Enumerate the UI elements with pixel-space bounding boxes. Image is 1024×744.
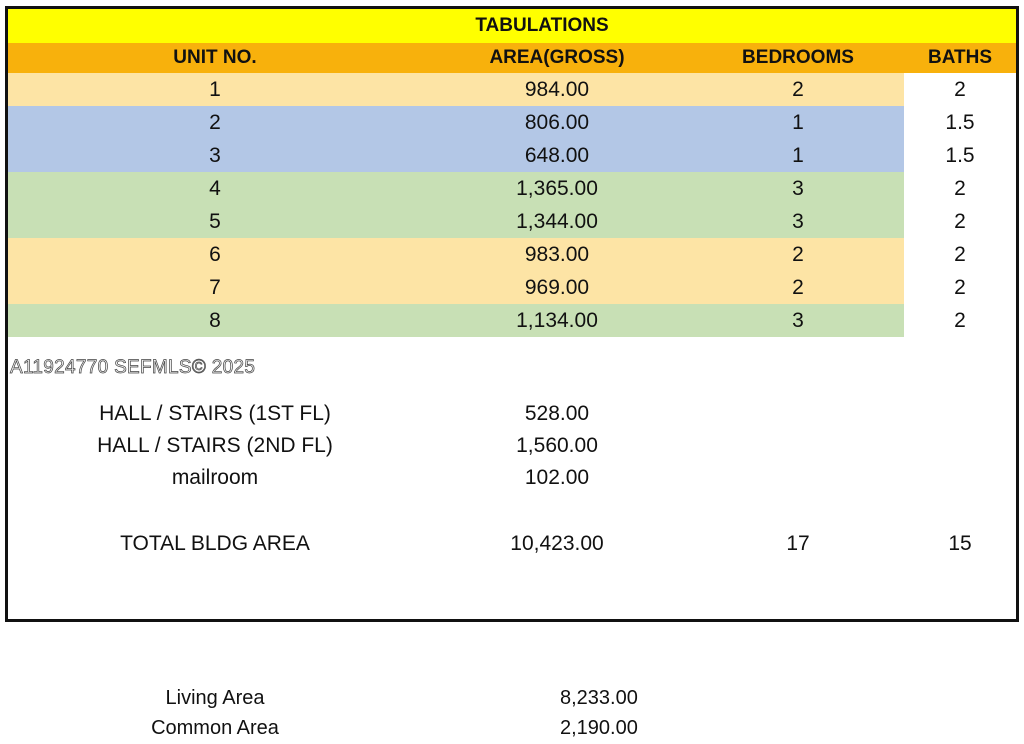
cell-area: 806.00 xyxy=(524,110,590,134)
cell-bedrooms: 1 xyxy=(792,143,804,167)
table-row xyxy=(8,172,1016,205)
cell-unit: 3 xyxy=(209,143,221,167)
summary-label: Living Area xyxy=(165,686,265,709)
table-row xyxy=(8,139,1016,172)
summary-label: Common Area xyxy=(151,716,279,739)
total-row xyxy=(8,528,1016,560)
cell-baths: 2 xyxy=(954,77,966,101)
cell-unit: 5 xyxy=(209,209,221,233)
common-area-row xyxy=(8,462,1016,494)
table-row xyxy=(8,106,1016,139)
cell-unit: 6 xyxy=(209,242,221,266)
cell-unit: 7 xyxy=(209,275,221,299)
total-label: TOTAL BLDG AREA xyxy=(120,532,310,555)
common-area-row xyxy=(8,430,1016,462)
cell-baths: 2 xyxy=(954,209,966,233)
cell-bedrooms: 2 xyxy=(792,242,804,266)
cell-unit: 2 xyxy=(209,110,221,134)
header-area-gross: AREA(GROSS) xyxy=(489,47,625,68)
table-row xyxy=(8,73,1016,106)
cell-bedrooms: 3 xyxy=(792,308,804,332)
total-area: 10,423.00 xyxy=(510,532,604,555)
summary-value: 8,233.00 xyxy=(560,686,638,709)
cell-bedrooms: 3 xyxy=(792,176,804,200)
table-title: TABULATIONS xyxy=(8,9,1016,43)
cell-unit: 8 xyxy=(209,308,221,332)
cell-baths: 2 xyxy=(954,275,966,299)
common-label: mailroom xyxy=(171,466,259,489)
total-bedrooms: 17 xyxy=(786,532,810,555)
total-baths: 15 xyxy=(948,532,972,555)
cell-unit: 4 xyxy=(209,176,221,200)
cell-area: 1,365.00 xyxy=(516,176,598,200)
summary-row-living xyxy=(0,683,1024,713)
common-area-value: 1,560.00 xyxy=(516,434,598,457)
common-area-value: 102.00 xyxy=(524,466,590,489)
cell-baths: 1.5 xyxy=(945,110,975,134)
common-area-row xyxy=(8,398,1016,430)
cell-area: 1,344.00 xyxy=(516,209,598,233)
common-label: HALL / STAIRS (1ST FL) xyxy=(99,402,331,425)
cell-area: 984.00 xyxy=(524,77,590,101)
table-row xyxy=(8,205,1016,238)
cell-area: 1,134.00 xyxy=(516,308,598,332)
cell-bedrooms: 1 xyxy=(792,110,804,134)
cell-bedrooms: 3 xyxy=(792,209,804,233)
table-row xyxy=(8,271,1016,304)
cell-baths: 1.5 xyxy=(945,143,975,167)
header-bedrooms: BEDROOMS xyxy=(742,47,854,68)
cell-area: 983.00 xyxy=(524,242,590,266)
cell-bedrooms: 2 xyxy=(792,77,804,101)
summary-value: 2,190.00 xyxy=(560,716,638,739)
table-header-row xyxy=(8,43,1016,73)
cell-baths: 2 xyxy=(954,308,966,332)
header-unit-no: UNIT NO. xyxy=(173,47,257,68)
table-row xyxy=(8,238,1016,271)
cell-unit: 1 xyxy=(209,77,221,101)
cell-bedrooms: 2 xyxy=(792,275,804,299)
common-label: HALL / STAIRS (2ND FL) xyxy=(97,434,333,457)
cell-area: 969.00 xyxy=(524,275,590,299)
header-baths: BATHS xyxy=(927,47,993,68)
cell-baths: 2 xyxy=(954,242,966,266)
summary-row-common xyxy=(0,713,1024,743)
table-row xyxy=(8,304,1016,337)
common-area-value: 528.00 xyxy=(524,402,590,425)
cell-area: 648.00 xyxy=(524,143,590,167)
cell-baths: 2 xyxy=(954,176,966,200)
mls-watermark: A11924770 SEFMLS© 2025 xyxy=(10,357,256,378)
tabulations-table xyxy=(5,6,1019,622)
